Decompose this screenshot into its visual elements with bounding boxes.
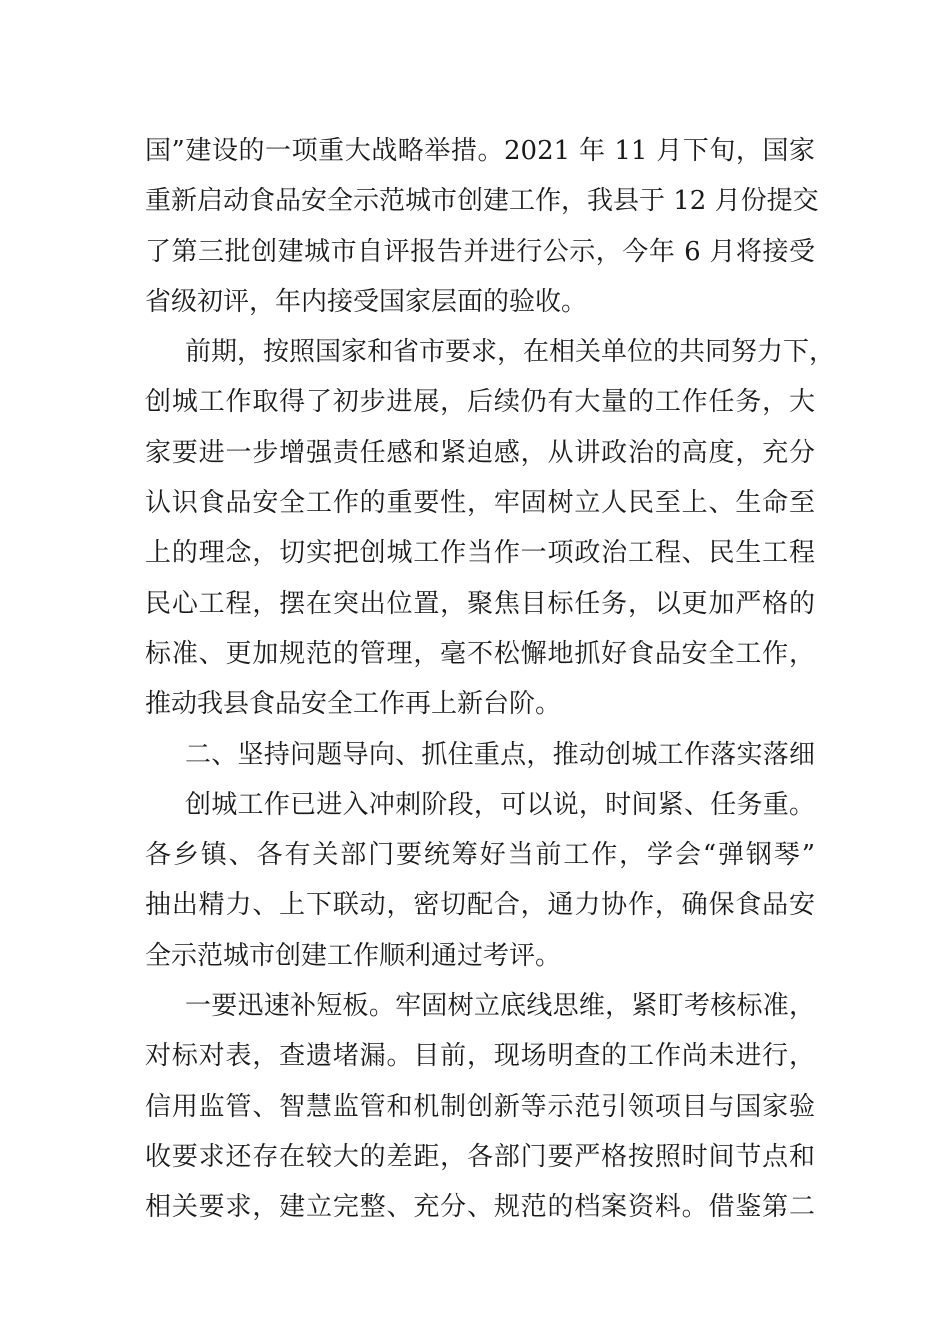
text-line: 推动我县食品安全工作再上新台阶。 <box>145 689 562 720</box>
text-line: 创城工作取得了初步进展，后续仍有大量的工作任务，大 <box>145 387 815 418</box>
text-line: 省级初评，年内接受国家层面的验收。 <box>145 286 588 317</box>
text-line: 抽出精力、上下联动，密切配合，通力协作，确保食品安 <box>145 890 815 921</box>
text-line: 收要求还存在较大的差距，各部门要严格按照时间节点和 <box>145 1141 815 1172</box>
section-heading: 二、坚持问题导向、抓住重点，推动创城工作落实落细 <box>185 739 815 770</box>
text-line: 信用监管、智慧监管和机制创新等示范引领项目与国家验 <box>145 1091 815 1122</box>
text-line: 相关要求，建立完整、充分、规范的档案资料。借鉴第二 <box>145 1192 815 1223</box>
text-line: 标准、更加规范的管理，毫不松懈地抓好食品安全工作， <box>145 638 815 669</box>
text-line: 了第三批创建城市自评报告并进行公示，今年 6 月将接受 <box>145 236 815 267</box>
text-line: 家要进一步增强责任感和紧迫感，从讲政治的高度，充分 <box>145 437 815 468</box>
text-line: 全示范城市创建工作顺利通过考评。 <box>145 940 562 971</box>
text-line: 国”建设的一项重大战略举措。2021 年 11 月下旬，国家 <box>145 136 815 166</box>
text-line: 对标对表，查遗堵漏。目前，现场明查的工作尚未进行， <box>145 1041 815 1072</box>
paragraph-first-line: 前期，按照国家和省市要求，在相关单位的共同努力下， <box>185 337 836 368</box>
text-line: 重新启动食品安全示范城市创建工作，我县于 12 月份提交 <box>145 186 819 217</box>
body-text <box>145 126 836 1233</box>
paragraph-first-line: 一要迅速补短板。牢固树立底线思维，紧盯考核标准， <box>185 991 815 1022</box>
text-line: 民心工程，摆在突出位置，聚焦目标任务，以更加严格的 <box>145 588 815 619</box>
text-line: 认识食品安全工作的重要性，牢固树立人民至上、生命至 <box>145 488 815 519</box>
text-line: 上的理念，切实把创城工作当作一项政治工程、民生工程 <box>145 538 815 569</box>
text-line: 各乡镇、各有关部门要统筹好当前工作，学会“弹钢琴” <box>145 840 815 871</box>
paragraph-first-line: 创城工作已进入冲刺阶段，可以说，时间紧、任务重。 <box>185 789 815 820</box>
